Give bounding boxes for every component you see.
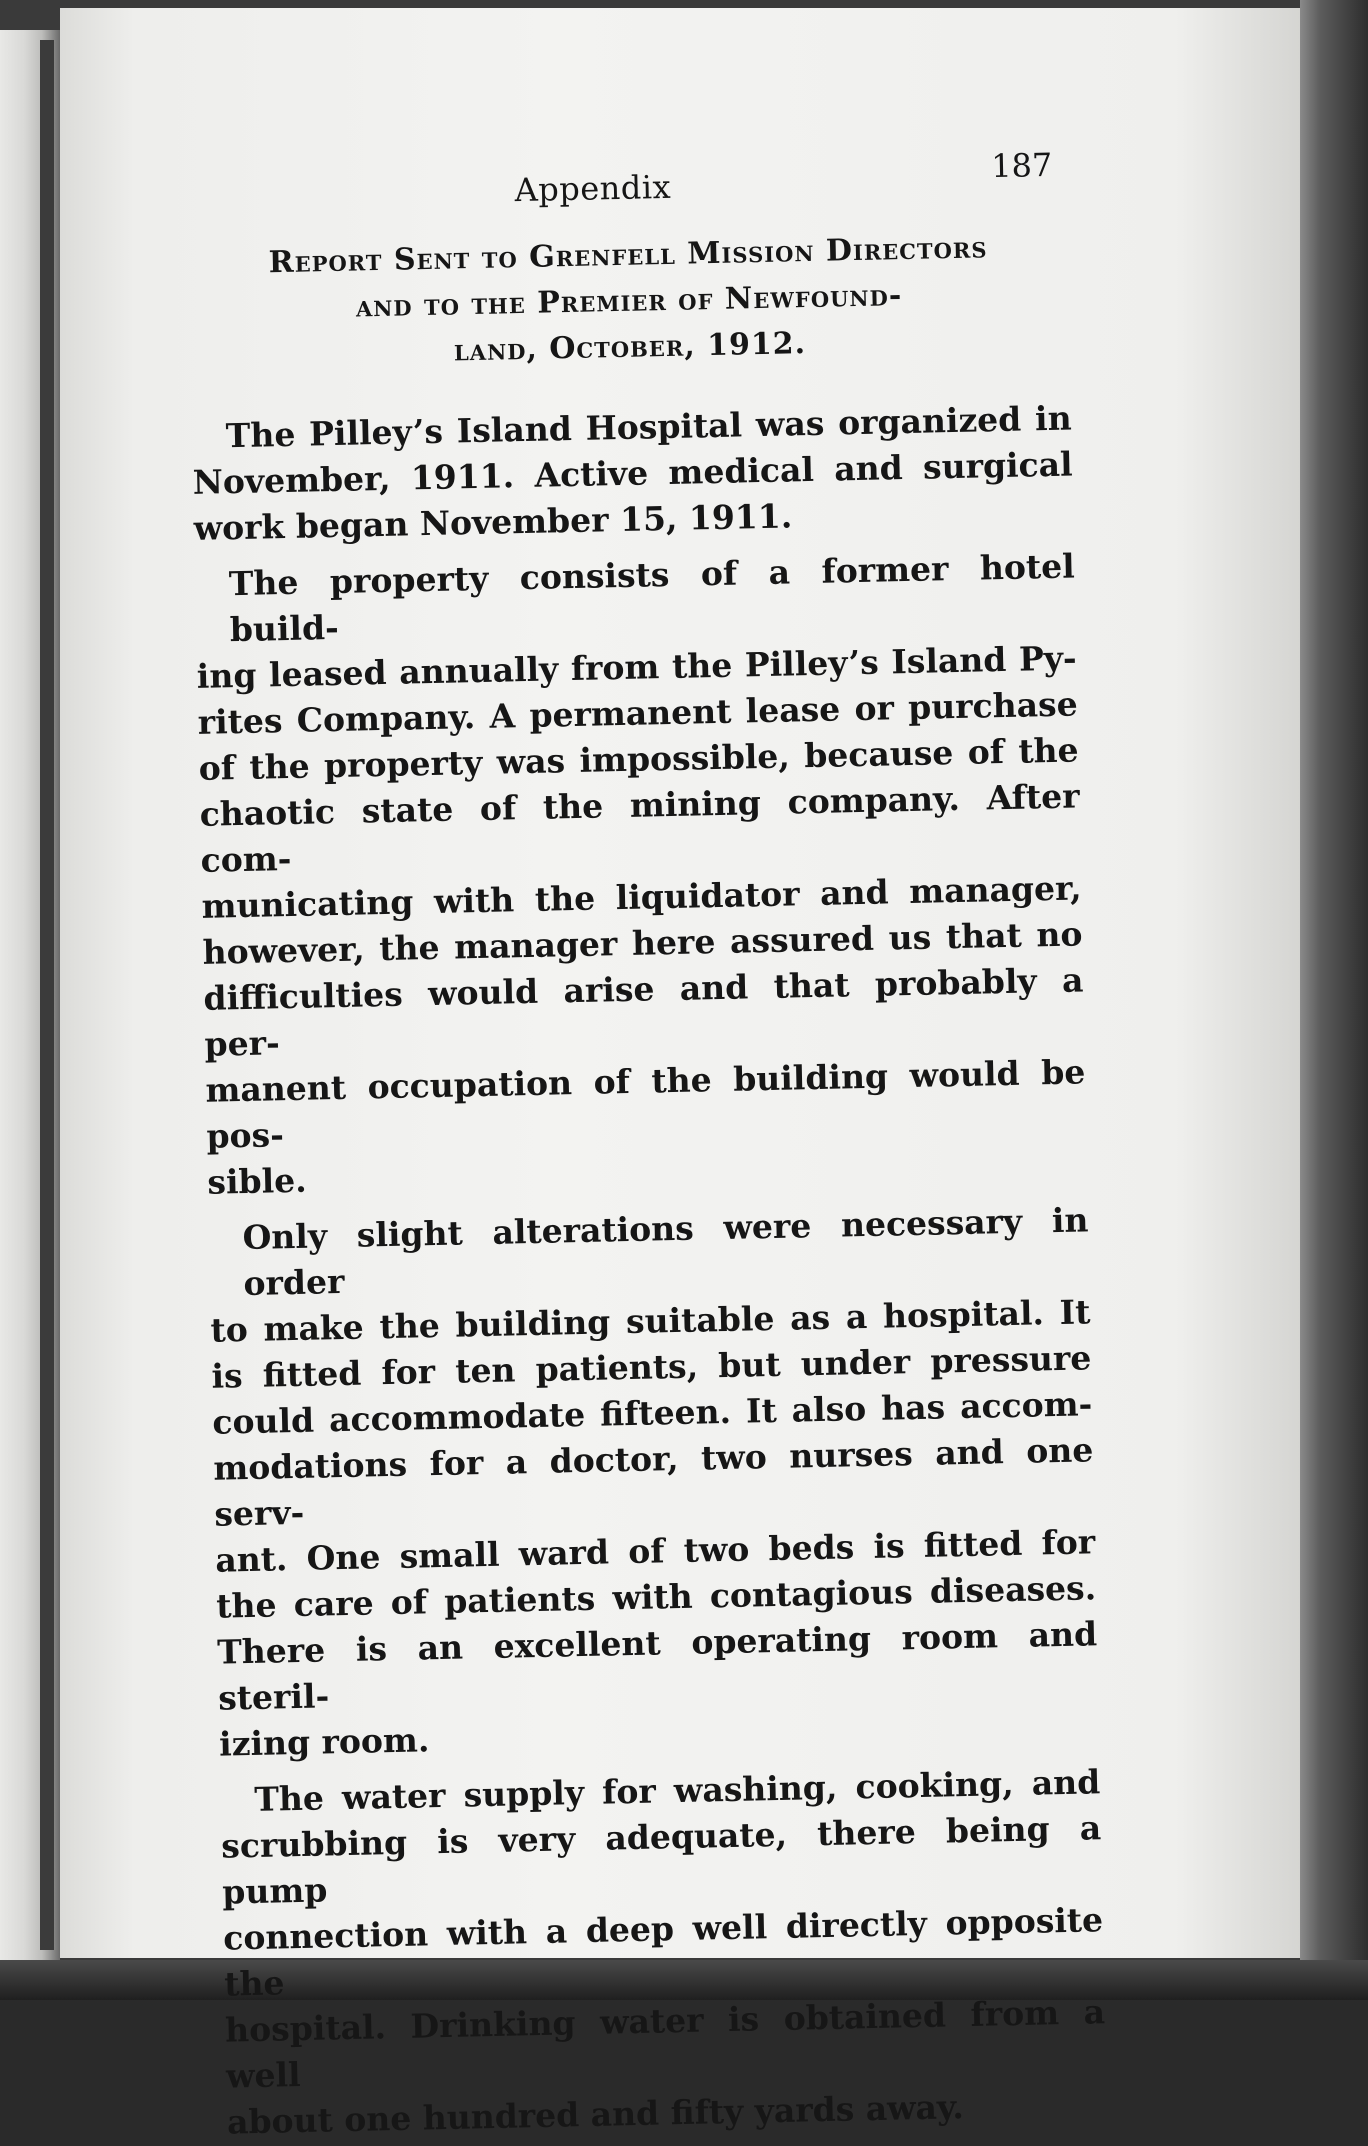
text-line: sible.: [207, 1160, 308, 1202]
text-line: There is an excellent operating room and steril-: [216, 1614, 1098, 1718]
text-line: work began November 15, 1911.: [193, 496, 793, 548]
text-line: about one hundred and fifty yards away.: [226, 2087, 965, 2142]
paragraph-2: [194, 543, 1087, 1205]
paragraph-1: [191, 396, 1074, 552]
running-title: Appendix: [514, 167, 672, 210]
text-line: chaotic state of the mining company. After com-: [199, 776, 1080, 880]
text-line: The property consists of a former hotel build-: [228, 546, 1076, 650]
text-line: municating with the liquidator and manager,: [201, 868, 1082, 926]
heading-line: and to the Premier of Newfound-: [355, 278, 903, 325]
text-line: manent occupation of the building would be pos-: [205, 1052, 1086, 1156]
text-line: rites Company. A permanent lease or purchase: [197, 684, 1078, 742]
paragraph-4: [220, 1759, 1108, 2145]
text-line: November, 1911. Active medical and surgical: [192, 444, 1073, 502]
text-line: The Pilley’s Island Hospital was organized in: [225, 398, 1073, 456]
text-line: the care of patients with contagious diseases.: [215, 1568, 1097, 1626]
text-line: connection with a deep well directly opposite the: [222, 1900, 1104, 2004]
book-cover-edge: [1300, 0, 1368, 2000]
text-line: ing leased annually from the Pilley’s Island Py-: [196, 638, 1078, 696]
text-line: ant. One small ward of two beds is fitted for: [214, 1522, 1096, 1580]
paragraph-3: [208, 1197, 1099, 1767]
text-line: Only slight alterations were necessary in order: [242, 1200, 1089, 1304]
text-line: difficulties would arise and that probably a per-: [203, 960, 1084, 1064]
text-line: izing room.: [218, 1720, 430, 1764]
text-line: could accommodate fifteen. It also has accom-: [212, 1384, 1093, 1442]
section-heading: [188, 224, 1071, 380]
text-line: modations for a doctor, two nurses and one serv-: [212, 1430, 1094, 1534]
page-number: 187: [990, 145, 1053, 186]
text-line: of the property was impossible, because of the: [198, 730, 1079, 788]
text-line: is fitted for ten patients, but under pressure: [211, 1338, 1092, 1396]
text-line: scrubbing is very adequate, there being a pump: [220, 1808, 1102, 1912]
text-line: however, the manager here assured us that no: [202, 914, 1083, 972]
page-text: [186, 142, 1107, 2146]
heading-line: Report Sent to Grenfell Mission Directors: [268, 230, 988, 281]
text-line: hospital. Drinking water is obtained from a well: [224, 1992, 1106, 2096]
text-line: The water supply for washing, cooking, and: [253, 1762, 1101, 1819]
text-line: to make the building suitable as a hospital. It: [210, 1292, 1091, 1350]
heading-line: land, October, 1912.: [453, 326, 807, 369]
book-gutter: [40, 40, 54, 1950]
